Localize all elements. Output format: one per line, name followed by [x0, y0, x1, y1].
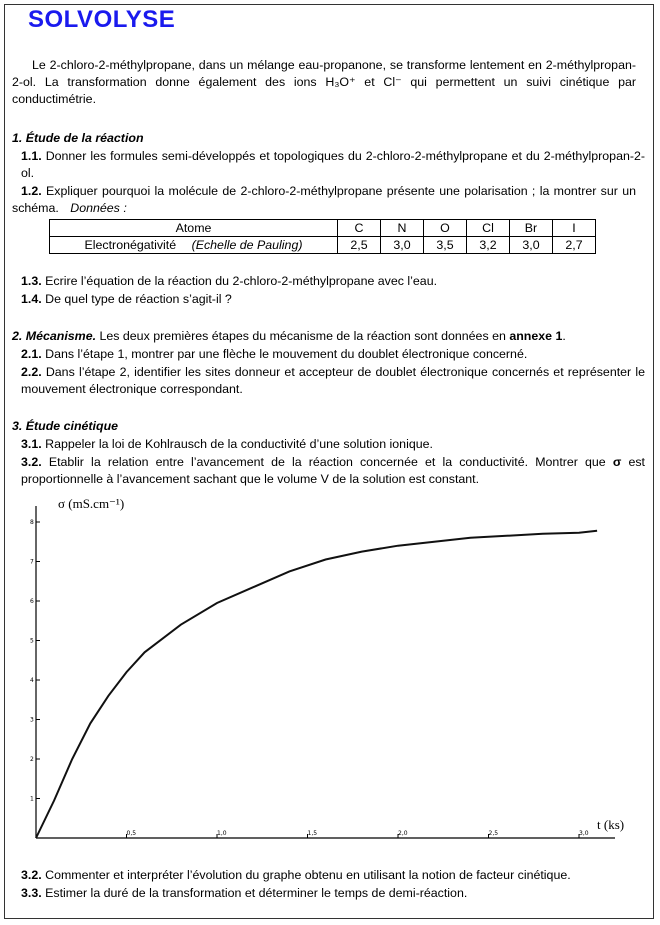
question-number: 1.2. — [21, 184, 42, 198]
question-3-1 — [12, 436, 645, 453]
row-label: Electronégativité — [84, 238, 177, 252]
value-cell: 3,5 — [424, 237, 467, 254]
question-number: 3.2. — [21, 455, 42, 469]
annex-ref: annexe 1 — [509, 329, 563, 343]
value-cell: 2,5 — [338, 237, 381, 254]
y-tick-label: 1 — [30, 795, 34, 803]
y-tick-label: 6 — [30, 598, 34, 605]
row-note: (Echelle de Pauling) — [191, 238, 303, 252]
value-cell: 3,0 — [510, 237, 553, 254]
question-2-1 — [12, 346, 645, 363]
x-tick-label: 2,5 — [488, 830, 499, 837]
y-tick-label: 3 — [30, 716, 34, 724]
y-tick-label: 8 — [30, 519, 34, 526]
electronegativity-table — [49, 219, 596, 254]
y-tick-label: 2 — [30, 756, 34, 763]
question-text: Ecrire l’équation de la réaction du 2-chloro-2-méthylpropane avec l’eau. — [45, 274, 438, 288]
question-1-2 — [12, 183, 636, 217]
question-1-1 — [12, 148, 645, 182]
x-tick-label: 1,0 — [217, 830, 227, 837]
x-tick-label: 0,5 — [126, 830, 137, 837]
value-cell: 3,0 — [381, 237, 424, 254]
question-number: 3.1. — [21, 437, 42, 451]
axis-ticks — [30, 519, 589, 838]
question-text-cont: est proportionnelle à l’avancement sachant que le volume V de la solution est constant. — [21, 455, 645, 486]
question-text: Rappeler la loi de Kohlrausch de la conductivité d’une solution ionique. — [45, 437, 433, 451]
x-tick-label: 2,0 — [398, 830, 408, 837]
question-number: 3.3. — [21, 886, 42, 900]
question-number: 1.4. — [21, 292, 42, 306]
y-tick-label: 7 — [30, 558, 34, 566]
section-2-title: 2. Mécanisme. — [12, 329, 97, 343]
section-2-heading: 2. Mécanisme. Les deux premières étapes du mécanisme de la réaction sont données en annexe 1. — [12, 329, 566, 343]
question-text: Etablir la relation entre l’avancement de la réaction concernée et la conductivité. Montrer que — [48, 455, 606, 469]
value-cell: 2,7 — [553, 237, 596, 254]
question-text: Commenter et interpréter l’évolution du graphe obtenu en utilisant la notion de facteur cinétique. — [45, 868, 571, 882]
intro-paragraph: Le 2-chloro-2-méthylpropane, dans un mélange eau-propanone, se transforme lentement en 2-méthylpropan-2-ol. La transformation donne également des ions H₃O⁺ et Cl⁻ qui permettent un suivi cinétique par conductimétrie. — [12, 58, 636, 106]
question-2-2 — [12, 364, 645, 398]
question-3-2 — [12, 454, 645, 488]
question-number: 1.1. — [21, 149, 42, 163]
atom-cell: I — [553, 220, 596, 237]
question-text: Dans l’étape 2, identifier les sites donneur et accepteur de doublet électronique concernés et représenter le mouvement électronique correspondant. — [21, 365, 645, 396]
x-tick-label: 1,5 — [307, 830, 318, 837]
donnees-label: Données : — [70, 201, 127, 215]
question-3-2-bis — [12, 867, 645, 884]
atom-cell: C — [338, 220, 381, 237]
question-number: 3.2. — [21, 868, 42, 882]
question-text: Estimer la duré de la transformation et déterminer le temps de demi-réaction. — [45, 886, 468, 900]
atom-cell: O — [424, 220, 467, 237]
table-header-row — [50, 220, 596, 237]
question-3-3 — [12, 885, 645, 902]
atom-cell: Br — [510, 220, 553, 237]
x-tick-label: 3,0 — [579, 830, 589, 837]
question-number: 2.2. — [21, 365, 42, 379]
question-text: De quel type de réaction s’agit-il ? — [45, 292, 232, 306]
question-text: Donner les formules semi-développés et topologiques du 2-chloro-2-méthylpropane et du 2-méthylpropan-2-ol. — [21, 149, 645, 180]
table-value-row — [50, 237, 596, 254]
question-text: Dans l’étape 1, montrer par une flèche le mouvement du doublet électronique concerné. — [45, 347, 528, 361]
y-tick-label: 5 — [30, 637, 34, 645]
question-1-3 — [12, 273, 645, 290]
atom-cell: Cl — [467, 220, 510, 237]
y-tick-label: 4 — [30, 677, 34, 684]
y-axis-label: σ (mS.cm⁻¹) — [58, 496, 125, 511]
section-2-lead: Les deux premières étapes du mécanisme de la réaction sont données en — [99, 329, 506, 343]
atom-cell: N — [381, 220, 424, 237]
question-number: 2.1. — [21, 347, 42, 361]
atom-header-cell: Atome — [50, 220, 338, 237]
row-label-cell — [50, 237, 338, 254]
question-text: Expliquer pourquoi la molécule de 2-chloro-2-méthylpropane présente une polarisation ; la montrer sur un schéma. — [12, 184, 636, 215]
sigma-symbol: σ — [612, 455, 622, 469]
conductivity-chart — [0, 488, 660, 858]
section-3-heading: 3. Étude cinétique — [12, 419, 119, 433]
x-axis-label: t (ks) — [597, 817, 625, 832]
section-1-heading: 1. Étude de la réaction — [12, 131, 144, 145]
page-title: SOLVOLYSE — [28, 6, 176, 33]
value-cell: 3,2 — [467, 237, 510, 254]
series-line — [36, 531, 597, 838]
question-1-4 — [12, 291, 645, 308]
question-number: 1.3. — [21, 274, 42, 288]
